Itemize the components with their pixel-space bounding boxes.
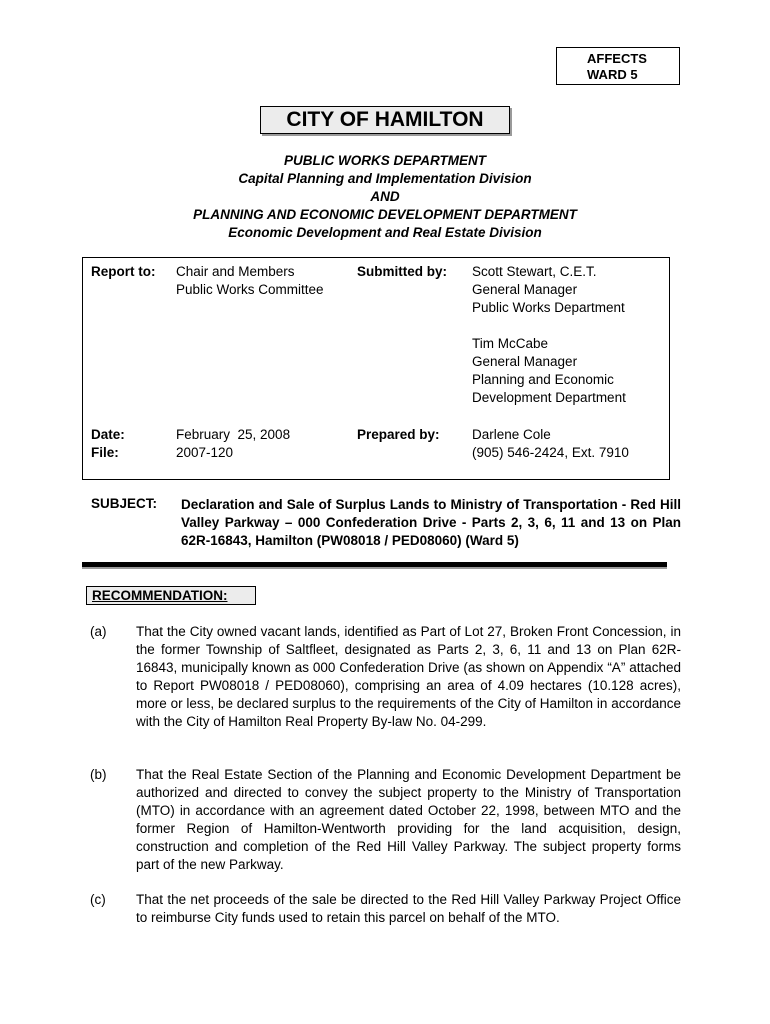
report-to-line: Chair and Members xyxy=(176,264,295,279)
subject-label: SUBJECT: xyxy=(91,496,158,511)
item-text: That the net proceeds of the sale be directed to the Red Hill Valley Parkway Project Office to reimburse City funds used to retain this parcel on behalf of the MTO. xyxy=(136,892,681,925)
file-value: 2007-120 xyxy=(176,445,234,460)
submitted-by-line: General Manager xyxy=(472,282,578,297)
submitted-by-value xyxy=(472,263,625,317)
department-line: Capital Planning and Implementation Division xyxy=(238,171,532,186)
submitted-by-line: Tim McCabe xyxy=(472,336,549,351)
section-divider xyxy=(82,562,667,567)
submitted-by-label: Submitted by: xyxy=(357,264,447,279)
prepared-by-label: Prepared by: xyxy=(357,427,440,442)
recommendation-heading: RECOMMENDATION: xyxy=(86,586,256,605)
report-to-label: Report to: xyxy=(91,264,156,279)
subject-text: Declaration and Sale of Surplus Lands to Ministry of Transportation - Red Hill Valley Parkway – 000 Confederation Drive - Parts 2, 3, 6, 11 and 13 on Plan 62R-16843, Hamilton (PW08018 / PED08060) (Ward 5) xyxy=(181,497,681,548)
prepared-by-value xyxy=(472,426,629,462)
ward-label: WARD 5 xyxy=(587,67,638,82)
item-letter: (b) xyxy=(90,767,107,782)
submitted-by-line: Public Works Department xyxy=(472,300,625,315)
submitted-by-line: Development Department xyxy=(472,390,626,405)
city-title: CITY OF HAMILTON xyxy=(260,106,510,134)
submitted-by-second-value xyxy=(472,335,626,407)
item-text: That the Real Estate Section of the Planning and Economic Development Department be authorized and directed to convey the subject property to the Ministry of Transportation (MTO) in accordance with an agreement dated October 22, 1998, between MTO and the former Region of Hamilton-Wentworth providing for the land acquisition, design, construction and completion of the Red Hill Valley Parkway. The subject property forms part of the new Parkway. xyxy=(136,767,681,872)
report-to-line: Public Works Committee xyxy=(176,282,324,297)
date-file-values xyxy=(176,426,290,462)
report-to-value xyxy=(176,263,324,299)
submitted-by-line: Scott Stewart, C.E.T. xyxy=(472,264,597,279)
date-value: February 25, 2008 xyxy=(176,427,291,442)
date-label: Date: xyxy=(91,427,125,442)
file-label: File: xyxy=(91,445,119,460)
item-text: That the City owned vacant lands, identified as Part of Lot 27, Broken Front Concession, in the former Township of Saltfleet, designated as Parts 2, 3, 6, 11 and 13 on Plan 62R-16843, municipally known as 000 Confederation Drive (as shown on Appendix “A” attached to Report PW08018 / PED08060), comprising an area of 4.09 hectares (10.128 acres), more or less, be declared surplus to the requirements of the City of Hamilton in accordance with the City of Hamilton Real Property By-law No. 04-299. xyxy=(136,624,681,729)
affects-label: AFFECTS xyxy=(587,51,647,66)
department-line: AND xyxy=(370,189,400,204)
department-line: PUBLIC WORKS DEPARTMENT xyxy=(284,153,486,168)
report-info-box xyxy=(82,257,670,480)
item-letter: (c) xyxy=(90,892,106,907)
prepared-by-line: (905) 546-2424, Ext. 7910 xyxy=(472,445,629,460)
submitted-by-line: General Manager xyxy=(472,354,578,369)
department-line: PLANNING AND ECONOMIC DEVELOPMENT DEPARTMENT xyxy=(193,207,577,222)
submitted-by-line: Planning and Economic xyxy=(472,372,614,387)
department-line: Economic Development and Real Estate Division xyxy=(228,225,542,240)
item-letter: (a) xyxy=(90,624,107,639)
affects-ward-box xyxy=(556,47,680,85)
prepared-by-line: Darlene Cole xyxy=(472,427,551,442)
date-file-labels xyxy=(91,426,125,462)
department-block xyxy=(0,152,770,242)
